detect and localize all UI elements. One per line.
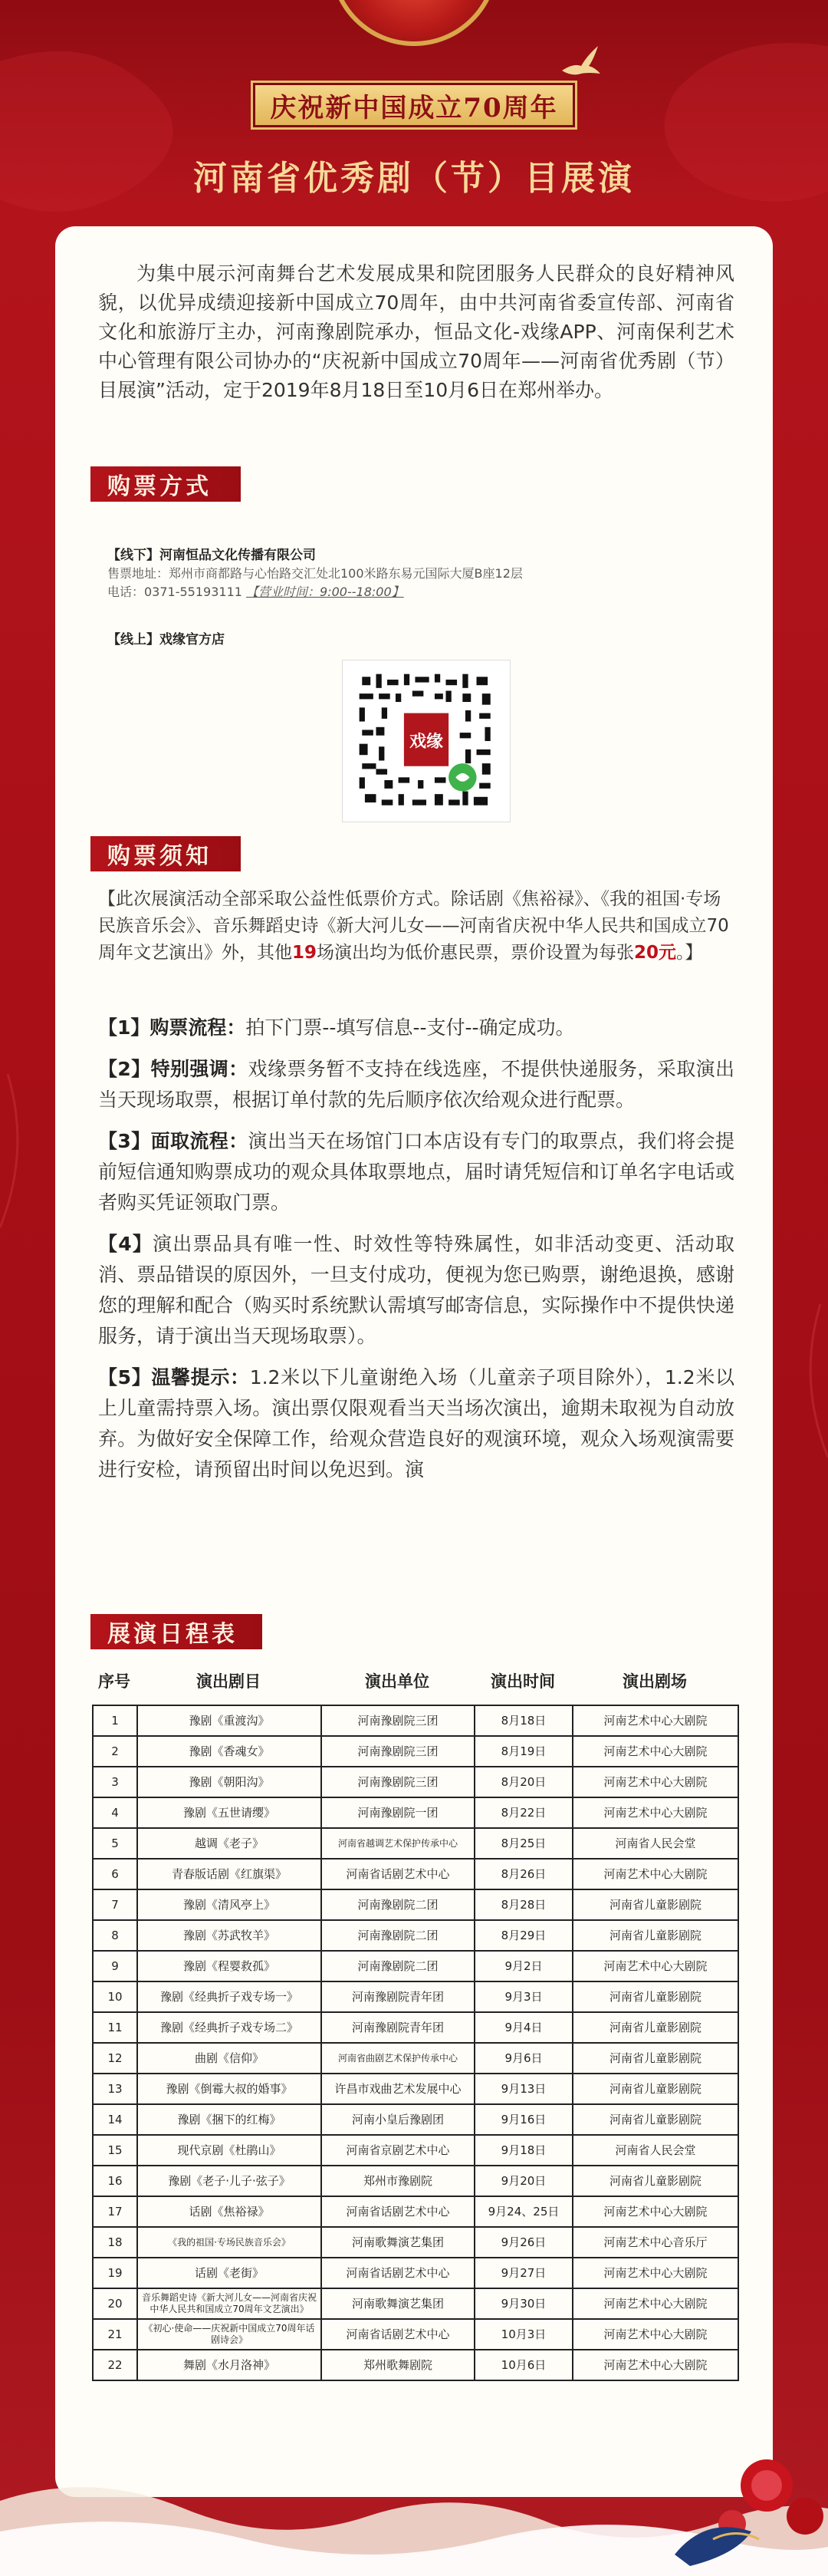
performance-date: 8月29日 (475, 1920, 573, 1951)
table-row (93, 1951, 738, 1981)
performing-unit: 郑州市豫剧院 (321, 2166, 475, 2196)
rule-label: 【3】面取流程： (98, 1130, 248, 1152)
table-row (93, 1736, 738, 1767)
offline-hours[interactable]: 【营业时间：9:00--18:00】 (246, 585, 404, 599)
offline-address: 售票地址：郑州市商都路与心怡路交汇处北100米路东易元国际大厦B座12层 (107, 566, 523, 581)
performance-date: 9月6日 (475, 2043, 573, 2074)
table-row (93, 2043, 738, 2074)
venue: 河南艺术中心大剧院 (573, 1767, 738, 1797)
row-number: 13 (93, 2074, 137, 2104)
program-name: 豫剧《程婴救孤》 (137, 1951, 321, 1981)
row-number: 18 (93, 2227, 137, 2258)
table-row (93, 2196, 738, 2227)
schedule-heading-text: 展演日程表 (107, 1621, 238, 1648)
performance-date: 8月22日 (475, 1797, 573, 1828)
schedule-table-body (93, 1705, 738, 2380)
venue: 河南省儿童影剧院 (573, 1920, 738, 1951)
performance-date: 8月28日 (475, 1889, 573, 1920)
rule-item (98, 1229, 734, 1352)
row-number: 2 (93, 1736, 137, 1767)
program-name: 豫剧《五世请缨》 (137, 1797, 321, 1828)
program-name: 豫剧《经典折子戏专场二》 (137, 2012, 321, 2043)
program-name: 音乐舞蹈史诗《新大河儿女——河南省庆祝中华人民共和国成立70周年文艺演出》 (137, 2288, 321, 2319)
table-row (93, 2012, 738, 2043)
performing-unit: 河南豫剧院一团 (321, 1797, 475, 1828)
venue: 河南省人民会堂 (573, 1828, 738, 1859)
column-header: 演出剧场 (623, 1672, 687, 1691)
dove-icon (558, 40, 604, 86)
venue: 河南省儿童影剧院 (573, 2104, 738, 2135)
performing-unit: 河南省话剧艺术中心 (321, 2196, 475, 2227)
program-name: 豫剧《倒霉大叔的婚事》 (137, 2074, 321, 2104)
row-number: 12 (93, 2043, 137, 2074)
rule-text: 拍下门票--填写信息--支付--确定成功。 (245, 1016, 575, 1039)
table-row (93, 2350, 738, 2380)
online-label: 【线上】戏缘官方店 (107, 632, 225, 647)
program-name: 现代京剧《杜鹃山》 (137, 2135, 321, 2166)
notice-highlight-count: 19 (292, 943, 317, 963)
notice-highlight-price: 20元 (634, 943, 677, 963)
performing-unit: 河南豫剧院三团 (321, 1705, 475, 1736)
venue: 河南艺术中心音乐厅 (573, 2227, 738, 2258)
row-number: 19 (93, 2258, 137, 2288)
program-name: 曲剧《信仰》 (137, 2043, 321, 2074)
row-number: 6 (93, 1859, 137, 1889)
table-row (93, 2227, 738, 2258)
rule-item (98, 1126, 734, 1218)
table-row (93, 2319, 738, 2350)
rule-text: 戏缘票务暂不支持在线选座，不提供快递服务，采取演出当天现场取票，根据订单付款的先后顺序依次给观众进行配票。 (98, 1058, 734, 1111)
program-name: 《初心·使命——庆祝新中国成立70周年话剧诗会》 (137, 2319, 321, 2350)
venue: 河南省儿童影剧院 (573, 2012, 738, 2043)
table-row (93, 1767, 738, 1797)
table-row (93, 1889, 738, 1920)
table-row (93, 1828, 738, 1859)
offline-label: 【线下】河南恒品文化传播有限公司 (107, 548, 316, 563)
performing-unit: 河南省曲剧艺术保护传承中心 (321, 2043, 475, 2074)
performing-unit: 河南省话剧艺术中心 (321, 2319, 475, 2350)
program-name: 豫剧《老子·儿子·弦子》 (137, 2166, 321, 2196)
schedule-column-headers (92, 1669, 738, 1692)
table-row (93, 2074, 738, 2104)
performing-unit: 河南歌舞演艺集团 (321, 2288, 475, 2319)
venue: 河南艺术中心大剧院 (573, 1951, 738, 1981)
row-number: 3 (93, 1767, 137, 1797)
notice-text-c: 。】 (676, 943, 703, 963)
performing-unit: 河南豫剧院二团 (321, 1920, 475, 1951)
schedule-section-heading (90, 1614, 262, 1649)
performance-date: 10月6日 (475, 2350, 573, 2380)
table-row (93, 2258, 738, 2288)
venue: 河南艺术中心大剧院 (573, 2258, 738, 2288)
performance-date: 9月30日 (475, 2288, 573, 2319)
program-name: 豫剧《捆下的红梅》 (137, 2104, 321, 2135)
venue: 河南省儿童影剧院 (573, 2074, 738, 2104)
table-row (93, 1797, 738, 1828)
venue: 河南艺术中心大剧院 (573, 1705, 738, 1736)
performing-unit: 河南省话剧艺术中心 (321, 1859, 475, 1889)
rule-label: 【2】特别强调： (98, 1058, 248, 1080)
program-name: 豫剧《香魂女》 (137, 1736, 321, 1767)
intro-paragraph: 为集中展示河南舞台艺术发展成果和院团服务人民群众的良好精神风貌，以优异成绩迎接新中国成立70周年，由中共河南省委宣传部、河南省文化和旅游厅主办，河南豫剧院承办，恒品文化-戏缘APP、河南保利艺术中心管理有限公司协办的“庆祝新中国成立70周年——河南省优秀剧（节）目展演”活动，定于2019年8月18日至10月6日在郑州举办。 (98, 262, 734, 401)
performance-date: 8月18日 (475, 1705, 573, 1736)
row-number: 21 (93, 2319, 137, 2350)
venue: 河南艺术中心大剧院 (573, 2319, 738, 2350)
venue: 河南艺术中心大剧院 (573, 2350, 738, 2380)
row-number: 20 (93, 2288, 137, 2319)
column-header: 演出单位 (365, 1672, 429, 1691)
offline-phone: 电话：0371-55193111 (107, 585, 242, 599)
program-name: 青春版话剧《红旗渠》 (137, 1859, 321, 1889)
rule-label: 【4】 (98, 1233, 153, 1255)
venue: 河南省人民会堂 (573, 2135, 738, 2166)
notice-paragraph (98, 886, 734, 967)
rules-list (98, 1013, 734, 1496)
notice-section-heading (90, 836, 241, 871)
row-number: 16 (93, 2166, 137, 2196)
rule-text: 1.2米以下儿童谢绝入场（儿童亲子项目除外），1.2米以上儿童需持票入场。演出票仅限观看当天当场次演出，逾期未取视为自动放弃。为做好安全保障工作，给观众营造良好的观演环境，观众入场观演需要进行安检，请预留出时间以免迟到。演 (98, 1366, 734, 1481)
rule-item (98, 1013, 734, 1043)
row-number: 7 (93, 1889, 137, 1920)
table-row (93, 2288, 738, 2319)
performance-date: 8月26日 (475, 1859, 573, 1889)
performing-unit: 郑州歌舞剧院 (321, 2350, 475, 2380)
table-row (93, 1920, 738, 1951)
performance-date: 9月13日 (475, 2074, 573, 2104)
row-number: 5 (93, 1828, 137, 1859)
performing-unit: 河南歌舞演艺集团 (321, 2227, 475, 2258)
performing-unit: 河南豫剧院青年团 (321, 1981, 475, 2012)
table-row (93, 2166, 738, 2196)
performing-unit: 河南豫剧院二团 (321, 1889, 475, 1920)
venue: 河南省儿童影剧院 (573, 2166, 738, 2196)
notice-text-b: 场演出均为低价惠民票，票价设置为每张 (317, 943, 635, 963)
program-name: 豫剧《朝阳沟》 (137, 1767, 321, 1797)
program-name: 豫剧《苏武牧羊》 (137, 1920, 321, 1951)
performing-unit: 许昌市戏曲艺术发展中心 (321, 2074, 475, 2104)
program-name: 舞剧《水月洛神》 (137, 2350, 321, 2380)
venue: 河南省儿童影剧院 (573, 1981, 738, 2012)
performance-date: 8月20日 (475, 1767, 573, 1797)
performing-unit: 河南豫剧院三团 (321, 1767, 475, 1797)
row-number: 1 (93, 1705, 137, 1736)
venue: 河南省儿童影剧院 (573, 1889, 738, 1920)
top-medallion-ornament (330, 0, 498, 46)
performance-date: 9月27日 (475, 2258, 573, 2288)
performance-date: 8月19日 (475, 1736, 573, 1767)
program-name: 话剧《老街》 (137, 2258, 321, 2288)
row-number: 10 (93, 1981, 137, 2012)
schedule-table (92, 1705, 739, 2381)
performance-date: 9月18日 (475, 2135, 573, 2166)
performing-unit: 河南省话剧艺术中心 (321, 2258, 475, 2288)
row-number: 17 (93, 2196, 137, 2227)
qr-center-text: 戏缘 (409, 732, 443, 752)
notice-text-a: 【此次展演活动全部采取公益性低票价方式。除话剧《焦裕禄》、《我的祖国·专场民族音乐会》、音乐舞蹈史诗《新大河儿女——河南省庆祝中华人民共和国成立70周年文艺演出》外，其他 (98, 889, 729, 963)
row-number: 8 (93, 1920, 137, 1951)
performing-unit: 河南豫剧院二团 (321, 1951, 475, 1981)
program-name: 豫剧《清风亭上》 (137, 1889, 321, 1920)
bottom-decoration (0, 2455, 828, 2576)
performance-date: 10月3日 (475, 2319, 573, 2350)
row-number: 22 (93, 2350, 137, 2380)
table-row (93, 2104, 738, 2135)
performance-date: 9月2日 (475, 1951, 573, 1981)
performance-date: 9月24、25日 (475, 2196, 573, 2227)
row-number: 11 (93, 2012, 137, 2043)
rule-item (98, 1054, 734, 1115)
performing-unit: 河南豫剧院三团 (321, 1736, 475, 1767)
table-row (93, 1859, 738, 1889)
performing-unit: 河南豫剧院青年团 (321, 2012, 475, 2043)
program-name: 豫剧《重渡沟》 (137, 1705, 321, 1736)
program-name: 《我的祖国·专场民族音乐会》 (137, 2227, 321, 2258)
performing-unit: 河南省京剧艺术中心 (321, 2135, 475, 2166)
table-row (93, 1705, 738, 1736)
performance-date: 9月16日 (475, 2104, 573, 2135)
table-row (93, 2135, 738, 2166)
performing-unit: 河南小皇后豫剧团 (321, 2104, 475, 2135)
purchase-section-heading (90, 466, 241, 502)
column-header: 演出剧目 (196, 1672, 261, 1691)
banner-text: 庆祝新中国成立70周年 (270, 92, 558, 124)
performance-date: 9月3日 (475, 1981, 573, 2012)
rule-text: 演出票品具有唯一性、时效性等特殊属性，如非活动变更、活动取消、票品错误的原因外，一旦支付成功，便视为您已购票，谢绝退换，感谢您的理解和配合（购买时系统默认需填写邮寄信息，实际操作中不提供快递服务，请于演出当天现场取票）。 (98, 1233, 734, 1347)
page-title: 河南省优秀剧（节）目展演 (193, 159, 635, 198)
program-name: 越调《老子》 (137, 1828, 321, 1859)
column-header: 演出时间 (491, 1672, 555, 1691)
rule-item (98, 1362, 734, 1485)
performance-date: 9月20日 (475, 2166, 573, 2196)
venue: 河南艺术中心大剧院 (573, 2196, 738, 2227)
purchase-heading-text: 购票方式 (107, 473, 212, 500)
offline-purchase-info (107, 546, 721, 601)
rule-label: 【1】购票流程： (98, 1016, 246, 1039)
row-number: 15 (93, 2135, 137, 2166)
notice-heading-text: 购票须知 (107, 843, 212, 870)
program-name: 话剧《焦裕禄》 (137, 2196, 321, 2227)
row-number: 9 (93, 1951, 137, 1981)
row-number: 14 (93, 2104, 137, 2135)
rule-text: 演出当天在场馆门口本店设有专门的取票点，我们将会提前短信通知购票成功的观众具体取票地点，届时请凭短信和订单名字电话或者购买凭证领取门票。 (98, 1130, 734, 1214)
performance-date: 9月26日 (475, 2227, 573, 2258)
column-header: 序号 (98, 1672, 130, 1691)
rule-label: 【5】温馨提示： (98, 1366, 250, 1388)
table-row (93, 1981, 738, 2012)
performing-unit: 河南省越调艺术保护传承中心 (321, 1828, 475, 1859)
program-name: 豫剧《经典折子戏专场一》 (137, 1981, 321, 2012)
qr-code[interactable] (342, 660, 511, 822)
row-number: 4 (93, 1797, 137, 1828)
qr-code-icon (353, 671, 499, 811)
venue: 河南艺术中心大剧院 (573, 1859, 738, 1889)
online-purchase-info (107, 631, 721, 649)
performance-date: 9月4日 (475, 2012, 573, 2043)
venue: 河南省儿童影剧院 (573, 2043, 738, 2074)
performance-date: 8月25日 (475, 1828, 573, 1859)
venue: 河南艺术中心大剧院 (573, 1736, 738, 1767)
venue: 河南艺术中心大剧院 (573, 2288, 738, 2319)
anniversary-banner (253, 83, 575, 127)
venue: 河南艺术中心大剧院 (573, 1797, 738, 1828)
